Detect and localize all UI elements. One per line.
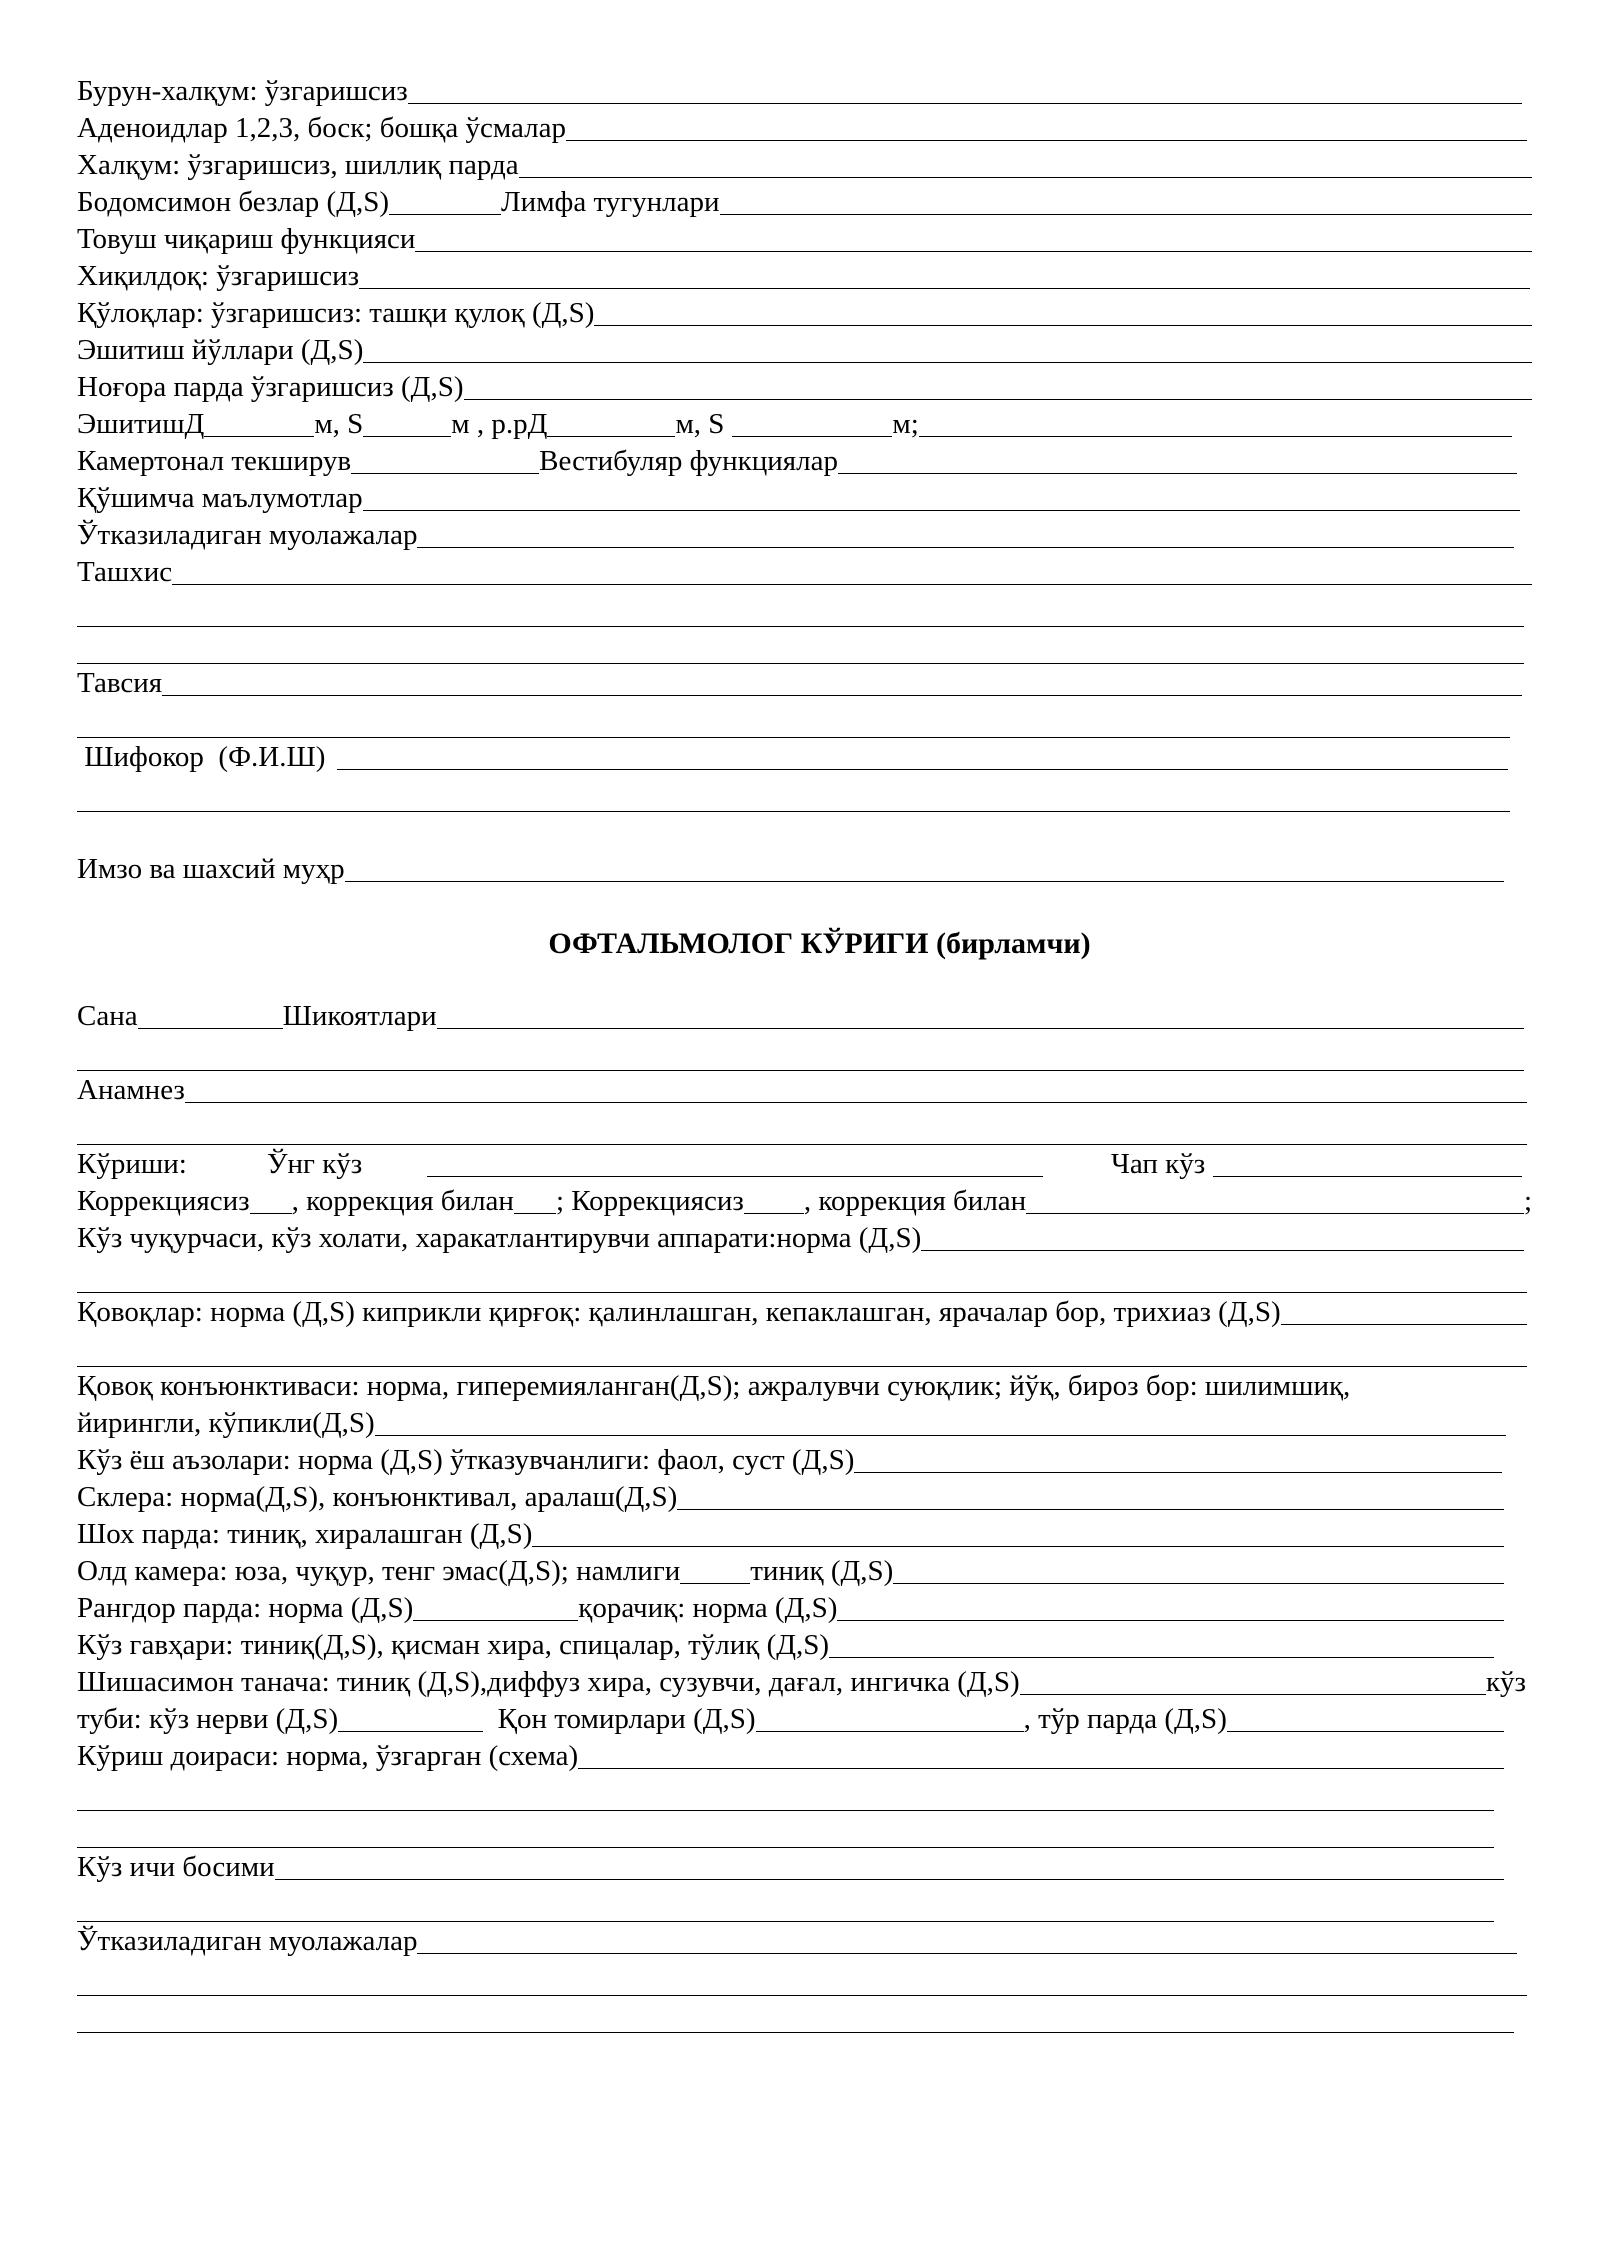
- procedures-label: Ўтказиладиган муолажалар: [77, 519, 418, 551]
- eyelids-row: [77, 1293, 1532, 1330]
- oph-procedures-line-2[interactable]: [77, 1959, 1527, 1996]
- doctor-label: Шифокор (Ф.И.Ш): [77, 741, 326, 773]
- corr2-label: , коррекция билан: [291, 1185, 514, 1217]
- diagnosis-row: [77, 553, 1532, 590]
- sclera-field[interactable]: [677, 1508, 1504, 1510]
- corr1-field[interactable]: [250, 1212, 292, 1214]
- procedures-row: [77, 516, 1532, 553]
- recommendation-line-2[interactable]: [77, 701, 1510, 738]
- hearing-row: [77, 405, 1532, 442]
- extra-label: Қўшимча маълумотлар: [77, 482, 363, 514]
- iris-field[interactable]: [413, 1619, 578, 1621]
- pressure-field[interactable]: [275, 1878, 1504, 1880]
- conjunctiva-row-b: [77, 1404, 1532, 1441]
- vessels-label: Қон томирлари (Д,S): [483, 1703, 756, 1735]
- conjunctiva-row-a: [77, 1367, 1532, 1404]
- vitreous-field[interactable]: [1020, 1693, 1486, 1695]
- cornea-label: Шох парда: тиниқ, хиралашган (Д,S): [77, 1518, 533, 1550]
- corr3-field[interactable]: [744, 1212, 804, 1214]
- hearing-s-label: м, S: [314, 408, 364, 440]
- orbit-label: Кўз чуқурчаси, кўз холати, харакатлантирувчи аппарати:норма (Д,S): [77, 1222, 922, 1254]
- conjunctiva-label-a: Қовоқ конъюнктиваси: норма, гиперемияланган(Д,S); ажралувчи суюқлик; йўқ, бироз бор: шилимшиқ,: [77, 1370, 1351, 1402]
- tuning-field[interactable]: [351, 472, 539, 474]
- pupil-field[interactable]: [837, 1619, 1504, 1621]
- anamnesis-line-2[interactable]: [77, 1108, 1527, 1145]
- hearing-prd-field[interactable]: [547, 435, 675, 437]
- vitreous-label: Шишасимон танача: тиниқ (Д,S),диффуз хира, сузувчи, дағал, ингичка (Д,S): [77, 1666, 1020, 1698]
- tear-label: Кўз ёш аъзолари: норма (Д,S) ўтказувчанлиги: фаол, суст (Д,S): [77, 1444, 855, 1476]
- form-page: [77, 72, 1532, 2033]
- adenoids-field[interactable]: [566, 139, 1527, 141]
- hearing-paths-label: Эшитиш йўллари (Д,S): [77, 334, 364, 366]
- fundus-a-label: кўз: [1485, 1666, 1526, 1698]
- recommendation-label: Тавсия: [77, 667, 163, 699]
- voice-field[interactable]: [415, 250, 1532, 252]
- field-line-3[interactable]: [77, 1811, 1494, 1848]
- doctor-row: [77, 738, 1532, 775]
- doctor-name-field[interactable]: [337, 768, 1508, 770]
- lens-row: [77, 1626, 1532, 1663]
- anamnesis-row: [77, 1071, 1532, 1108]
- lens-field[interactable]: [829, 1656, 1494, 1658]
- spacer: [77, 812, 1532, 850]
- field-field[interactable]: [578, 1767, 1504, 1769]
- hearing-d-label: ЭшитишД: [77, 408, 205, 440]
- chamber-field[interactable]: [893, 1582, 1504, 1584]
- signature-label: Имзо ва шахсий муҳр: [77, 853, 345, 885]
- diagnosis-line-3[interactable]: [77, 627, 1524, 664]
- corr3-label: ; Коррекциясиз: [555, 1185, 744, 1217]
- tonsils-label: Бодомсимон безлар (Д,S): [77, 186, 390, 218]
- optic-nerve-field[interactable]: [338, 1730, 483, 1732]
- eardrum-row: [77, 368, 1532, 405]
- corr4-label: , коррекция билан: [803, 1185, 1027, 1217]
- pharynx-field[interactable]: [519, 176, 1532, 178]
- field-row: [77, 1737, 1532, 1774]
- complaints-line-2[interactable]: [77, 1034, 1524, 1071]
- tonsils-row: [77, 183, 1532, 220]
- vitreous-row: [77, 1663, 1532, 1700]
- hearing-m-label: м;: [892, 408, 919, 440]
- cornea-row: [77, 1515, 1532, 1552]
- vestibular-label: Вестибуляр функциялар: [539, 445, 838, 477]
- correction-row: [77, 1182, 1532, 1219]
- iris-label: Рангдор парда: норма (Д,S): [77, 1592, 414, 1624]
- orbit-line-2[interactable]: [77, 1256, 1527, 1293]
- oph-procedures-label: Ўтказиладиган муолажалар: [77, 1925, 418, 1957]
- ears-row: [77, 294, 1532, 331]
- orbit-field[interactable]: [921, 1249, 1524, 1251]
- corr2-field[interactable]: [514, 1212, 556, 1214]
- tear-row: [77, 1441, 1532, 1478]
- eardrum-label: Ноғора парда ўзгаришсиз (Д,S): [77, 371, 464, 403]
- procedures-field[interactable]: [417, 546, 1514, 548]
- conjunctiva-label-b: йирингли, кўпикли(Д,S): [77, 1407, 375, 1439]
- signature-row: [77, 850, 1532, 887]
- lymph-field[interactable]: [720, 213, 1532, 215]
- eyelids-line-2[interactable]: [77, 1330, 1527, 1367]
- doctor-line-2[interactable]: [77, 775, 1510, 812]
- lens-label: Кўз гавҳари: тиниқ(Д,S), қисман хира, спицалар, тўлиқ (Д,S): [77, 1629, 830, 1661]
- extra-row: [77, 479, 1532, 516]
- corr4-field[interactable]: [1026, 1212, 1524, 1214]
- recommendation-field[interactable]: [162, 694, 1522, 696]
- pharynx-label: Халқум: ўзгаришсиз, шиллиқ парда: [77, 149, 519, 181]
- vision-row: [77, 1145, 1532, 1182]
- sclera-label: Склера: норма(Д,S), конъюнктивал, аралаш(Д,S): [77, 1481, 678, 1513]
- vision-label: Кўриши:: [77, 1148, 187, 1180]
- pharynx-row: [77, 146, 1532, 183]
- eardrum-field[interactable]: [464, 398, 1533, 400]
- hearing-s2-label: м, S: [675, 408, 725, 440]
- eyelids-field[interactable]: [1281, 1323, 1527, 1325]
- hearing-prd-label: м , р.рД: [451, 408, 548, 440]
- tear-field[interactable]: [854, 1471, 1502, 1473]
- left-eye-label: Чап кўз: [1111, 1148, 1206, 1180]
- eyelids-label: Қовоқлар: норма (Д,S) киприкли қирғоқ: қалинлашган, кепаклашган, ярачалар бор, трихиаз (Д,S): [77, 1296, 1281, 1328]
- hearing-d-field[interactable]: [204, 435, 314, 437]
- left-eye-field[interactable]: [1213, 1175, 1522, 1177]
- fundus-label: туби: кўз нерви (Д,S): [77, 1703, 339, 1735]
- larynx-row: [77, 257, 1532, 294]
- oph-procedures-row: [77, 1922, 1532, 1959]
- nose-throat-field[interactable]: [408, 102, 1522, 104]
- doctor-field[interactable]: [325, 769, 337, 770]
- complaints-field[interactable]: [437, 1027, 1524, 1029]
- sclera-row: [77, 1478, 1532, 1515]
- field-line-2[interactable]: [77, 1774, 1494, 1811]
- pressure-line-2[interactable]: [77, 1885, 1494, 1922]
- diagnosis-line-2[interactable]: [77, 590, 1524, 627]
- vestibular-field[interactable]: [838, 472, 1517, 474]
- date-row: [77, 997, 1532, 1034]
- extra-field[interactable]: [363, 509, 1520, 511]
- date-label: Сана: [77, 1000, 138, 1032]
- pressure-label: Кўз ичи босими: [77, 1851, 275, 1883]
- pupil-label: қорачиқ: норма (Д,S): [578, 1592, 838, 1624]
- vessels-field[interactable]: [756, 1730, 1024, 1732]
- corr-end-label: ;: [1523, 1185, 1532, 1217]
- right-eye-field[interactable]: [427, 1175, 1043, 1177]
- chamber2-label: тиниқ (Д,S): [750, 1555, 894, 1587]
- tonsils-field[interactable]: [389, 213, 501, 215]
- adenoids-row: [77, 109, 1532, 146]
- signature-field[interactable]: [345, 880, 1504, 882]
- lymph-label: Лимфа тугунлари: [501, 186, 720, 218]
- hearing-paths-row: [77, 331, 1532, 368]
- corr1-label: Коррекциясиз: [77, 1185, 250, 1217]
- ears-label: Қўлоқлар: ўзгаришсиз: ташқи қулоқ (Д,S): [77, 297, 595, 329]
- orbit-row: [77, 1219, 1532, 1256]
- ophthalmologist-title: ОФТАЛЬМОЛОГ КЎРИГИ (бирламчи): [548, 927, 1091, 960]
- ears-field[interactable]: [594, 324, 1532, 326]
- voice-row: [77, 220, 1532, 257]
- anamnesis-field[interactable]: [185, 1101, 1527, 1103]
- chamber-label: Олд камера: юза, чуқур, тенг эмас(Д,S); намлиги: [77, 1555, 681, 1587]
- iris-row: [77, 1589, 1532, 1626]
- larynx-label: Хиқилдоқ: ўзгаришсиз: [77, 260, 360, 292]
- right-eye-label: Ўнг кўз: [267, 1148, 363, 1180]
- adenoids-label: Аденоидлар 1,2,3, боск; бошқа ўсмалар: [77, 112, 566, 144]
- chamber-row: [77, 1552, 1532, 1589]
- pressure-row: [77, 1848, 1532, 1885]
- diagnosis-field[interactable]: [172, 583, 1532, 585]
- complaints-label: Шикоятлари: [282, 1000, 437, 1032]
- oph-procedures-field[interactable]: [417, 1952, 1517, 1954]
- date-field[interactable]: [138, 1027, 283, 1029]
- larynx-field[interactable]: [359, 287, 1530, 289]
- hearing-s2-field[interactable]: [732, 435, 892, 437]
- recommendation-row: [77, 664, 1532, 701]
- tuning-row: [77, 442, 1532, 479]
- oph-procedures-line-3[interactable]: [77, 1996, 1514, 2033]
- tuning-label: Камертонал текширув: [77, 445, 352, 477]
- hearing-end-field[interactable]: [919, 435, 1512, 437]
- voice-label: Товуш чиқариш функцияси: [77, 223, 416, 255]
- diagnosis-label: Ташхис: [77, 556, 173, 588]
- conjunctiva-field[interactable]: [375, 1434, 1506, 1436]
- nose-throat-label: Бурун-халқум: ўзгаришсиз: [77, 75, 408, 107]
- cornea-field[interactable]: [532, 1545, 1504, 1547]
- fundus-row: [77, 1700, 1532, 1737]
- retina-label: , тўр парда (Д,S): [1023, 1703, 1227, 1735]
- hearing-paths-field[interactable]: [363, 361, 1532, 363]
- anamnesis-label: Анамнез: [77, 1074, 185, 1106]
- retina-field[interactable]: [1227, 1730, 1504, 1732]
- field-label: Кўриш доираси: норма, ўзгарган (схема): [77, 1740, 579, 1772]
- nose-throat-row: [77, 72, 1532, 109]
- chamber-moisture-field[interactable]: [680, 1582, 750, 1584]
- hearing-s-field[interactable]: [363, 435, 451, 437]
